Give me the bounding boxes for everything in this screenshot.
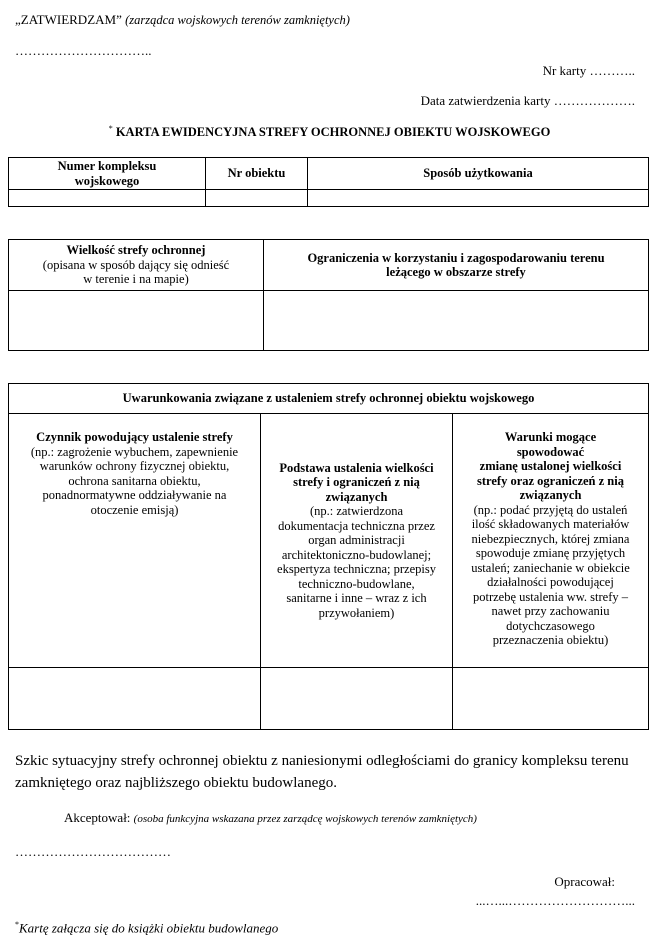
factor-header (9, 414, 261, 668)
factor-desc-line: ponadnormatywne oddziaływanie na (42, 488, 227, 502)
change-title-line: strefy oraz ograniczeń z nią (477, 473, 624, 488)
factor-cell[interactable] (9, 668, 261, 730)
basis-desc-line: organ administracji (308, 533, 405, 548)
change-desc-line: potrzebę ustalenia ww. strefy – (472, 589, 629, 604)
sketch-description (15, 750, 629, 794)
restrictions-header-line1: Ograniczenia w korzystaniu i zagospodarowaniu terenu (307, 250, 605, 265)
complex-number-header-line2: wojskowego (74, 173, 140, 188)
complex-number-header (9, 158, 206, 190)
basis-title-line: związanych (325, 489, 388, 504)
approval-header (15, 12, 350, 28)
change-conditions-header (453, 414, 649, 668)
basis-desc-line: przywołaniem) (318, 605, 395, 620)
basis-desc-line: dokumentacja techniczna przez (278, 518, 435, 533)
approval-date: Data zatwierdzenia karty ………………. (420, 93, 635, 108)
title-footnote-marker: * (108, 124, 113, 133)
object-number-header: Nr obiektu (206, 158, 308, 190)
accepted-signature-line: ……………………………… (15, 844, 171, 859)
complex-number-cell[interactable] (9, 190, 206, 207)
factor-desc-line: ochrona sanitarna obiektu, (68, 473, 201, 488)
zone-size-title: Wielkość strefy ochronnej (66, 243, 206, 258)
basis-title (261, 461, 452, 505)
zone-size-header (9, 240, 264, 291)
change-desc-line: (np.: podać przyjętą do ustaleń (473, 502, 628, 517)
conditions-header: Uwarunkowania związane z ustaleniem strefy ochronnej obiektu wojskowego (9, 384, 649, 414)
change-desc-line: niebezpiecznych, której zmiana (471, 531, 630, 546)
identification-table (8, 157, 649, 207)
factor-description (9, 445, 260, 518)
footnote-marker: * (15, 920, 19, 929)
change-desc-line: działalności powodującej (487, 575, 614, 589)
prepared-label: Opracował: (554, 874, 615, 889)
basis-cell[interactable] (261, 668, 453, 730)
restrictions-cell[interactable] (264, 291, 649, 351)
change-title-line: spowodować (516, 444, 585, 459)
change-desc-line: przeznaczenia obiektu) (492, 633, 609, 647)
factor-desc-line: warunków ochrony fizycznej obiektu, (39, 459, 230, 473)
basis-desc-line: sanitarne i inne – wraz z ich (286, 591, 427, 606)
zone-size-cell[interactable] (9, 291, 264, 351)
approve-role: (zarządca wojskowych terenów zamkniętych) (125, 13, 350, 27)
basis-desc-line: techniczno-budowlane, (298, 576, 415, 591)
usage-cell[interactable] (308, 190, 649, 207)
usage-header: Sposób użytkowania (308, 158, 649, 190)
sketch-line1: Szkic sytuacyjny strefy ochronnej obiektu z naniesionymi odległościami do granicy kompleksu terenu (15, 753, 629, 769)
restrictions-header-line2: leżącego w obszarze strefy (386, 265, 526, 279)
card-number: Nr karty ……….. (542, 63, 635, 78)
change-desc-line: ilość składowanych materiałów (471, 517, 630, 531)
zone-size-desc-line2: w terenie i na mapie) (83, 272, 189, 287)
change-desc-line: dotychczasowego (506, 618, 595, 633)
basis-desc-line: architektoniczno-budowlanej; (281, 547, 432, 562)
basis-desc-line: (np.: zatwierdzona (309, 504, 403, 519)
footnote (15, 920, 278, 936)
basis-desc-line: ekspertyza techniczna; przepisy (277, 562, 436, 577)
restrictions-header (264, 240, 649, 291)
footnote-text: Kartę załącza się do książki obiektu budowlanego (19, 920, 279, 936)
conditions-table (8, 383, 649, 730)
prepared-signature-line: ...…...………………………... (475, 893, 635, 908)
basis-title-line: strefy i ograniczeń z nią (293, 475, 420, 490)
complex-number-header-line1: Numer kompleksu (57, 159, 157, 173)
object-number-cell[interactable] (206, 190, 308, 207)
change-desc-line: ustaleń; zaniechanie w obiekcie (471, 560, 630, 575)
zone-size-desc-line1: (opisana w sposób dający się odnieść (42, 257, 230, 272)
change-title-line: zmianę ustalonej wielkości (479, 459, 622, 473)
factor-desc-line: (np.: zagrożenie wybuchem, zapewnienie (30, 444, 239, 459)
change-title-line: Warunki mogące (504, 430, 597, 444)
factor-title: Czynnik powodujący ustalenie strefy (36, 430, 233, 444)
page-title-text: KARTA EWIDENCYJNA STREFY OCHRONNEJ OBIEKTU WOJSKOWEGO (115, 125, 551, 140)
accepted-role: (osoba funkcyjna wskazana przez zarządcę wojskowych terenów zamkniętych) (133, 813, 477, 825)
sketch-line2: zamkniętego oraz najbliższego obiektu budowlanego. (15, 775, 337, 791)
factor-desc-line: otoczenie emisją) (90, 502, 179, 517)
approve-label: „ZATWIERDZAM” (15, 12, 122, 27)
change-desc-line: spowoduje zmianę przyjętych (475, 546, 626, 560)
basis-header (261, 414, 453, 668)
change-conditions-description (453, 503, 648, 648)
change-title-line: związanych (519, 488, 582, 502)
change-conditions-title (453, 430, 648, 503)
change-conditions-cell[interactable] (453, 668, 649, 730)
basis-title-line: Podstawa ustalenia wielkości (279, 460, 434, 475)
page-title (0, 124, 659, 140)
change-desc-line: nawet przy zachowaniu (491, 604, 610, 618)
accepted-by (64, 810, 477, 826)
zone-size-table (8, 239, 649, 351)
accepted-label: Akceptował: (64, 810, 131, 825)
approver-signature-line: ………………………….. (15, 43, 152, 58)
basis-description (261, 504, 452, 620)
